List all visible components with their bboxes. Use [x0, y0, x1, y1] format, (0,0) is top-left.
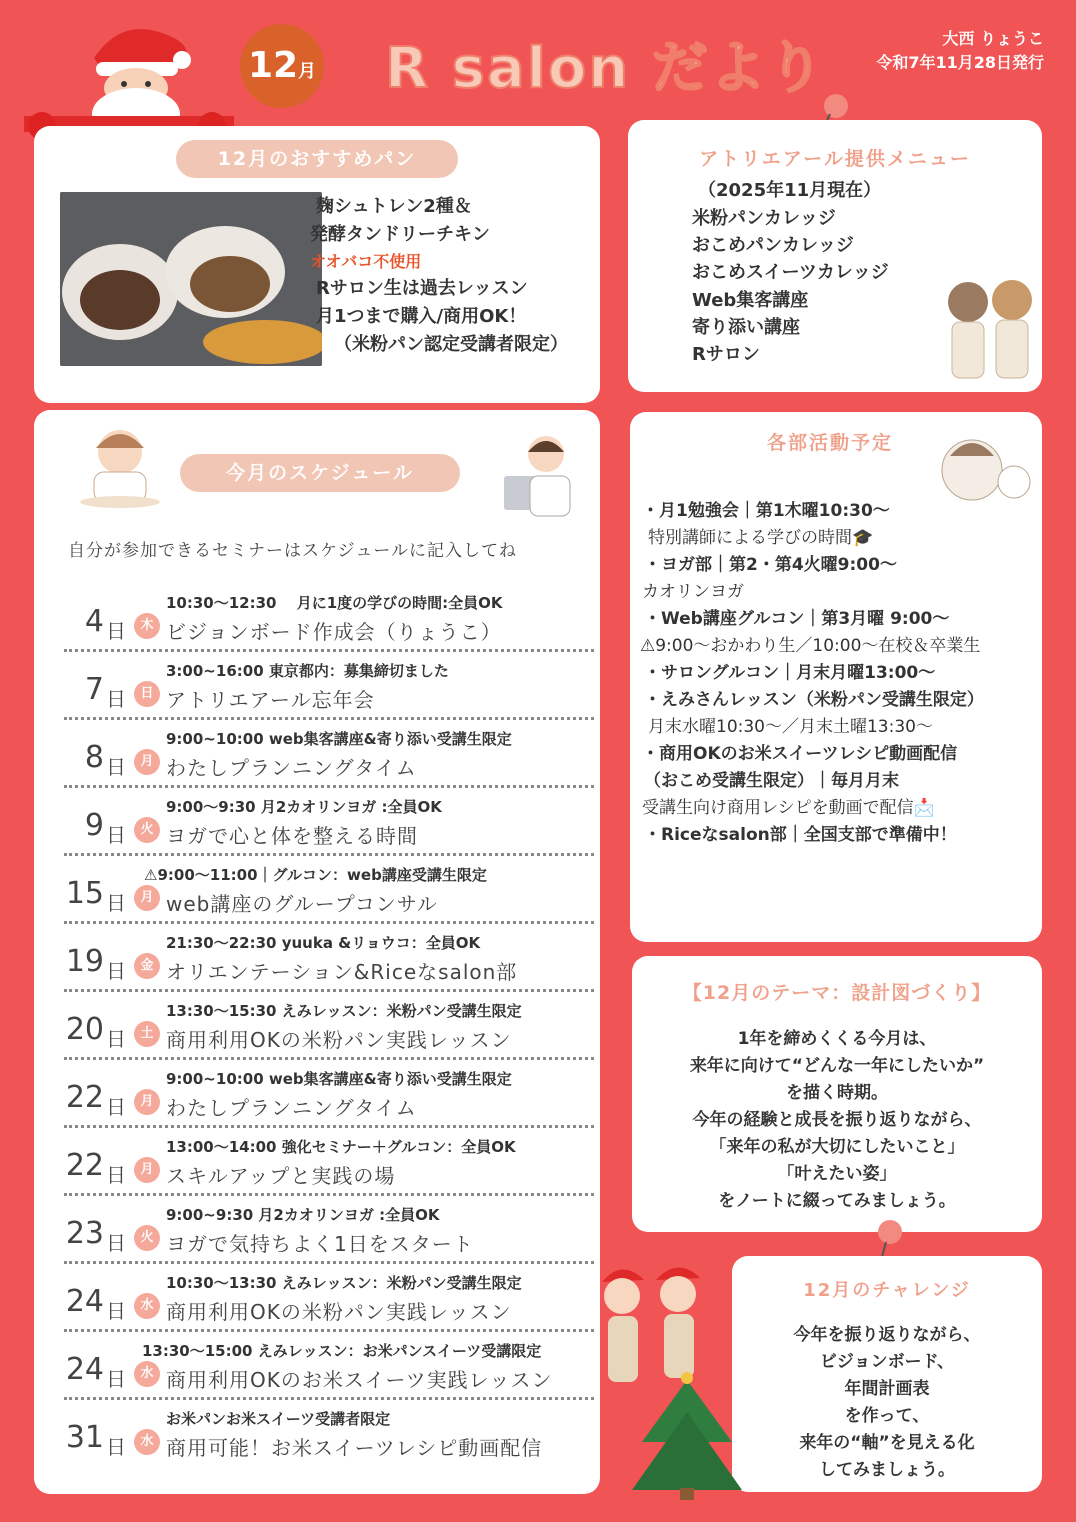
day-number: 23: [65, 1216, 104, 1251]
challenge-line: してみましょう。: [819, 1460, 955, 1480]
activities-heading: 各部活動予定: [766, 432, 893, 454]
row-divider: [64, 785, 594, 788]
event-time: 10:30～12:30 月に1度の学びの時間:全員OK: [166, 594, 503, 612]
day-label: 日: [106, 1435, 126, 1459]
activity-line: ⚠9:00～おかわり生／10:00～在校＆卒業生: [640, 636, 981, 656]
event-time: 3:00~16:00 東京都内：募集締切ました: [166, 662, 449, 680]
bread-heading: 12月のおすすめパン: [176, 140, 458, 178]
row-divider: [64, 1261, 594, 1264]
weekday-badge: 水: [134, 1361, 160, 1387]
event-time: ⚠9:00～11:00｜グルコン：web講座受講生限定: [144, 866, 487, 884]
event-title: 商用利用OKの米粉パン実践レッスン: [166, 1300, 512, 1324]
bread-line-2: 発酵タンドリーチキン: [310, 224, 490, 245]
challenge-heading: 12月のチャレンジ: [803, 1280, 971, 1301]
event-time: 21:30～22:30 yuuka &リョウコ：全員OK: [166, 934, 481, 952]
weekday-badge: 金: [134, 953, 160, 979]
month-number: 12: [247, 45, 299, 86]
day-label: 日: [106, 755, 126, 779]
activity-line: ・えみさんレッスン（米粉パン受講生限定）: [644, 690, 984, 710]
schedule-row: [34, 994, 594, 1060]
schedule-row: [34, 1198, 594, 1264]
schedule-row: [34, 1402, 594, 1468]
bread-card: [34, 126, 600, 403]
event-title: ヨガで気持ちよく1日をスタート: [166, 1232, 474, 1256]
challenge-line: 来年の“軸”を見える化: [799, 1433, 975, 1453]
challenge-line: ビジョンボード、: [819, 1352, 955, 1372]
day-number: 19: [65, 944, 104, 979]
day-number: 20: [65, 1012, 104, 1047]
event-title: わたしプランニングタイム: [166, 756, 417, 780]
event-time: 13:30～15:30 えみレッスン：米粉パン受講生限定: [166, 1002, 522, 1020]
day-label: 日: [106, 959, 126, 983]
activity-line: ・Web講座グルコン｜第3月曜 9:00～: [644, 609, 950, 629]
challenge-line: を作って、: [844, 1406, 930, 1426]
bread-highlight: オオバコ不使用: [310, 252, 422, 271]
theme-card: [632, 956, 1042, 1232]
day-number: 24: [65, 1352, 104, 1387]
event-time: 10:30～13:30 えみレッスン：米粉パン受講生限定: [166, 1274, 522, 1292]
day-label: 日: [106, 687, 126, 711]
row-divider: [64, 649, 594, 652]
month-badge: [240, 24, 324, 108]
schedule-intro: 自分が参加できるセミナーはスケジュールに記入してね: [68, 541, 517, 561]
menu-item: Web集客講座: [692, 290, 809, 311]
schedule-card: [34, 410, 600, 1494]
schedule-heading: 今月のスケジュール: [180, 454, 460, 492]
day-number: 15: [65, 876, 104, 911]
weekday-badge: 水: [134, 1429, 160, 1455]
challenge-line: 今年を振り返りながら、: [793, 1325, 981, 1345]
day-label: 日: [106, 823, 126, 847]
theme-line: 「叶えたい姿」: [777, 1164, 897, 1184]
day-number: 24: [65, 1284, 104, 1319]
activity-line: ・商用OKのお米スイーツレシピ動画配信: [642, 744, 958, 764]
menu-item: （2025年11月現在）: [698, 180, 882, 201]
day-number: 9: [84, 808, 104, 843]
event-time: 9:00~9:30 月2カオリンヨガ :全員OK: [166, 1206, 440, 1224]
weekday-badge: 月: [134, 1157, 160, 1183]
event-title: アトリエアール忘年会: [166, 688, 375, 712]
menu-item: 寄り添い講座: [692, 317, 800, 338]
event-time: お米パンお米スイーツ受講者限定: [166, 1410, 391, 1428]
weekday-badge: 月: [134, 1089, 160, 1115]
weekday-badge: 土: [134, 1021, 160, 1047]
day-number: 4: [84, 604, 104, 639]
theme-line: 「来年の私が大切にしたいこと」: [709, 1137, 965, 1157]
day-label: 日: [106, 1027, 126, 1051]
day-label: 日: [106, 891, 126, 915]
row-divider: [64, 921, 594, 924]
staff-illustration: [942, 276, 1038, 392]
row-divider: [64, 1397, 594, 1400]
day-label: 日: [106, 1231, 126, 1255]
event-title: 商用可能！お米スイーツレシピ動画配信: [166, 1436, 543, 1460]
day-label: 日: [106, 1163, 126, 1187]
santa-illustration: [24, 18, 234, 140]
challenge-line: 年間計画表: [844, 1379, 930, 1399]
theme-line: をノートに綴ってみましょう。: [718, 1191, 956, 1211]
activity-line: 特別講師による学びの時間🎓: [648, 528, 874, 548]
christmas-illustration: [592, 1262, 752, 1506]
day-label: 日: [106, 619, 126, 643]
day-number: 8: [84, 740, 104, 775]
row-divider: [64, 1193, 594, 1196]
activity-line: ・月1勉強会｜第1木曜10:30～: [642, 501, 890, 521]
activities-card: [630, 412, 1042, 942]
schedule-row: [34, 722, 594, 788]
laptop-illustration: [500, 430, 576, 526]
day-number: 7: [84, 672, 104, 707]
menu-item: おこめスイーツカレッジ: [692, 262, 889, 283]
row-divider: [64, 1329, 594, 1332]
event-title: 商用利用OKの米粉パン実践レッスン: [166, 1028, 512, 1052]
baker-illustration: [70, 418, 166, 514]
row-divider: [64, 1125, 594, 1128]
event-time: 9:00～9:30 月2カオリンヨガ :全員OK: [166, 798, 442, 816]
event-title: オリエンテーション&Riceなsalon部: [166, 960, 518, 984]
weekday-badge: 日: [134, 681, 160, 707]
activity-line: ・ヨガ部｜第2・第4火曜9:00～: [644, 555, 897, 575]
day-number: 22: [65, 1080, 104, 1115]
character-illustration: [936, 426, 1036, 510]
schedule-row: [34, 926, 594, 992]
bread-note-2: 月1つまで購入/商用OK！: [316, 306, 527, 327]
month-suffix: 月: [298, 61, 317, 82]
weekday-badge: 月: [134, 749, 160, 775]
theme-line: 来年に向けて“どんな一年にしたいか”: [689, 1056, 985, 1076]
schedule-row: [34, 790, 594, 856]
activity-line: 受講生向け商用レシピを動画で配信📩: [642, 798, 935, 818]
event-title: ヨガで心と体を整える時間: [166, 824, 418, 848]
event-time: 13:30～15:00 えみレッスン：お米パンスイーツ受講限定: [142, 1342, 542, 1360]
activity-line: ・Riceなsalon部｜全国支部で準備中！: [644, 825, 957, 845]
bread-note-3: （米粉パン認定受講者限定）: [334, 334, 568, 355]
activity-line: （おこめ受講生限定）｜毎月月末: [644, 771, 899, 791]
schedule-row: [34, 654, 594, 720]
event-time: 9:00~10:00 web集客講座&寄り添い受講生限定: [166, 1070, 512, 1088]
bread-note-1: Rサロン生は過去レッスン: [316, 278, 528, 299]
bread-photo: [60, 192, 322, 366]
day-label: 日: [106, 1367, 126, 1391]
day-label: 日: [106, 1299, 126, 1323]
theme-line: を描く時期。: [786, 1083, 888, 1103]
schedule-row: [34, 586, 594, 652]
event-title: スキルアップと実践の場: [166, 1164, 396, 1188]
author-name: 大西 りょうこ: [942, 29, 1044, 48]
day-number: 31: [65, 1420, 104, 1455]
theme-heading: 【12月のテーマ：設計図づくり】: [682, 982, 992, 1004]
day-number: 22: [65, 1148, 104, 1183]
day-label: 日: [106, 1095, 126, 1119]
event-title: 商用利用OKのお米スイーツ実践レッスン: [166, 1368, 553, 1392]
schedule-row: [34, 1130, 594, 1196]
theme-line: 今年の経験と成長を振り返りながら、: [692, 1110, 982, 1130]
activity-line: カオリンヨガ: [642, 582, 744, 602]
weekday-badge: 火: [134, 1225, 160, 1251]
menu-heading: アトリエアール提供メニュー: [699, 148, 971, 170]
row-divider: [64, 989, 594, 992]
event-title: わたしプランニングタイム: [166, 1096, 417, 1120]
schedule-row: [34, 1334, 594, 1400]
schedule-row: [34, 858, 594, 924]
weekday-badge: 月: [134, 885, 160, 911]
event-title: web講座のグループコンサル: [166, 892, 438, 916]
row-divider: [64, 717, 594, 720]
bread-line-1: 麹シュトレン2種＆: [316, 196, 472, 217]
weekday-badge: 水: [134, 1293, 160, 1319]
event-time: 9:00~10:00 web集客講座&寄り添い受講生限定: [166, 730, 512, 748]
event-time: 13:00～14:00 強化セミナー＋グルコン：全員OK: [166, 1138, 516, 1156]
menu-item: 米粉パンカレッジ: [692, 208, 836, 229]
schedule-row: [34, 1062, 594, 1128]
page-title: R salon だより: [385, 36, 826, 101]
weekday-badge: 木: [134, 613, 160, 639]
weekday-badge: 火: [134, 817, 160, 843]
row-divider: [64, 1057, 594, 1060]
challenge-card: [732, 1256, 1042, 1492]
schedule-row: [34, 1266, 594, 1332]
activity-line: ・サロングルコン｜月末月曜13:00～: [644, 663, 936, 683]
event-title: ビジョンボード作成会（りょうこ）: [166, 620, 502, 644]
row-divider: [64, 853, 594, 856]
menu-item: おこめパンカレッジ: [692, 235, 854, 256]
issue-date: 令和7年11月28日発行: [876, 53, 1044, 72]
theme-line: 1年を締めくくる今月は、: [737, 1029, 937, 1049]
menu-item: Rサロン: [692, 344, 760, 365]
activity-line: 月末水曜10:30～／月末土曜13:30～: [648, 717, 933, 737]
schedule-list: [34, 586, 600, 1486]
menu-card: [628, 120, 1042, 392]
